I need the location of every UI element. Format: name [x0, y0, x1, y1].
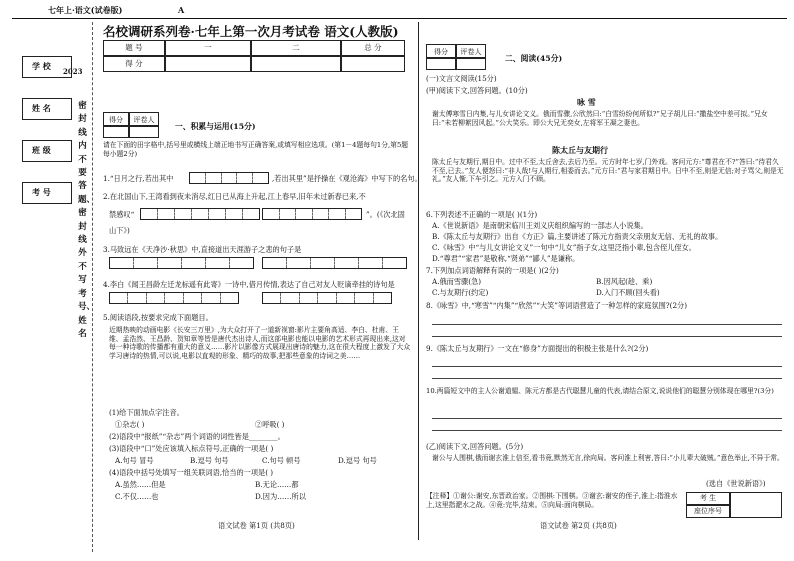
scorer-cell[interactable] [129, 126, 159, 138]
answer-line[interactable] [432, 430, 782, 431]
q4-text: 4.李白《闻王昌龄左迁龙标遥有此寄》一诗中,借月传情,表达了自己对友人贬谪牵挂的诗句是 [103, 280, 395, 289]
footer-left: 语文试卷 第1页 (共8页) [218, 521, 295, 530]
scorer-cell[interactable] [426, 58, 456, 70]
q7-option-d[interactable]: D.入门不顾(回头看) [596, 288, 660, 297]
q5-3-option-b[interactable]: B.逗号 句号 [190, 456, 229, 465]
year-vertical: 2023 [63, 67, 83, 76]
footer-right: 语文试卷 第2页 (共8页) [540, 521, 617, 530]
school-label: 学 校 [32, 61, 51, 71]
q6-option-c[interactable]: C.《咏雪》中“与儿女讲论文义”一句中“儿女”指子女,这里泛指小辈,包含侄儿侄女。 [432, 243, 696, 252]
q5-3-option-d[interactable]: D.逗号 句号 [338, 456, 377, 465]
binding-vertical: 密封线内不要答题、密封线外不写考号、姓名 [78, 101, 96, 339]
q5-3-option-a[interactable]: A.句号 冒号 [115, 456, 154, 465]
q6-option-b[interactable]: B.《陈太丘与友期行》出自《方正》篇,主要讲述了陈元方指责父亲朋友无信、无礼的故事。 [432, 232, 723, 241]
score-cell[interactable] [165, 56, 251, 72]
paper-title: 名校调研系列卷·七年上第一次月考试卷 语文(人教版) [103, 24, 399, 39]
q5-text: 5.阅读语段,按要求完成下面题目。 [103, 313, 213, 322]
header-title: 七年上·语文(试卷版) [48, 5, 123, 15]
q5-passage: 近期热映的动画电影《长安三万里》,为大众打开了一道新视窗:影片主要角高适、李白、杜甫、王维、孟浩然、王昌龄、贺知章等皆是唐代杰出诗人,而这部电影也能以电影的艺术形式再现出来,这对每一种诗歌的传播都有重大的意义……影片以影像方式展现出唐诗的魅力,这在很大程度上激发了大众学习唐诗的热情,可以说,电影以直观的形象、精巧的故事,把那些意象的诗词之美…… [109, 326, 411, 360]
q7-text: 7.下列加点词语解释有误的一项是( )(2分) [426, 266, 559, 275]
q2-text-d: 山下》) [109, 226, 130, 235]
q5-2: (2)语段中“报纸”“杂志”两个词语的词性皆是________。 [109, 432, 285, 441]
passage2-title: 陈太丘与友期行 [552, 145, 608, 155]
scorer-label: 评卷人 [129, 112, 159, 126]
score-th-1: 题 号 [103, 40, 165, 56]
scorer-cell[interactable] [456, 58, 486, 70]
q6-option-a[interactable]: A.《世说新语》是南朝宋临川王刘义庆组织编写的一部志人小说集。 [432, 221, 648, 230]
answer-line[interactable] [432, 324, 782, 325]
q2-text-c: ”。(《次北固 [366, 210, 405, 219]
q5-4-option-d[interactable]: D.因为……所以 [255, 492, 306, 501]
q6-text: 6.下列表述不正确的一项是( )(1分) [426, 210, 538, 219]
scorer-cell[interactable] [103, 126, 129, 138]
binding-line [92, 22, 93, 552]
q6-option-d[interactable]: D.“尊君”“家君”是敬称,“贤弟”“鄙人”是谦称。 [432, 254, 580, 263]
sub2-heading: (乙)阅读下文,回答问题。(5分) [426, 442, 524, 451]
scorer-label: 得分 [426, 44, 456, 58]
name-label: 姓 名 [32, 103, 51, 113]
poem-title: 咏 雪 [577, 97, 596, 107]
q1-grid[interactable] [189, 172, 269, 184]
answer-line[interactable] [432, 418, 782, 419]
q5-4: (4)语段中括号处填写一组关联词语,恰当的一项是( ) [109, 468, 274, 477]
scorer-label: 得分 [103, 112, 129, 126]
q2-grid[interactable] [262, 208, 362, 220]
q5-1a[interactable]: ①杂志( ) [115, 420, 145, 429]
class-label: 班 级 [32, 145, 51, 155]
seat-label: 座位序号 [686, 505, 730, 518]
poem-text: 谢太傅寒雪日内集,与儿女讲论文义。俄而雪骤,公欣然曰:“白雪纷纷何所似?”兄子胡儿曰:“撒盐空中差可拟。”兄女曰:“未若柳絮因风起。”公大笑乐。即公大兄无奕女,左将军王凝之妻也。 [432, 110, 768, 127]
q5-1: (1)给下面加点字注音。 [109, 408, 184, 417]
answer-line[interactable] [432, 378, 782, 379]
q7-option-a[interactable]: A.俄而雪骤(急) [432, 277, 482, 286]
q8-text: 8.《咏雪》中,“寒雪”“内集”“欣然”“大笑”等词语营造了一种怎样的家庭氛围?(2分) [426, 301, 688, 310]
q1-text-b: ,若出其里”是抒操在《观沧海》中写下的名句。 [272, 174, 422, 183]
q4-grid[interactable] [109, 292, 239, 304]
answer-line[interactable] [432, 366, 782, 367]
instructions: 请在下面的田字格中,括号里或横线上端正地书写正确答案,或填写相应选项。(第1－4题每句1分,第5题每小题2分) [103, 141, 409, 158]
q3-text: 3.马致远在《天净沙·秋思》中,直接道出天涯游子之悲的句子是 [103, 245, 302, 254]
examno-label: 考 号 [32, 187, 51, 197]
q5-4-option-a[interactable]: A.虽然……但是 [115, 480, 166, 489]
q2-text: 2.在北国山下,王湾看到夜未消尽,红日已从海上升起,江上春早,旧年未过新春已来,不 [103, 192, 366, 201]
score-cell[interactable] [251, 56, 341, 72]
q2-text-b: 禁感叹“ [109, 210, 135, 219]
score-th-3: 二 [251, 40, 341, 56]
passage2-text: 陈太丘与友期行,期日中。过中不至,太丘舍去,去后乃至。元方时年七岁,门外戏。客问元方:“尊君在不?”答曰:“待君久不至,已去。”友人便怒曰:“非人哉!与人期行,相委而去。”元方曰:“君与家君期日中。日中不至,则是无信;对子骂父,则是无礼。”友人惭,下车引之。元方入门不顾。 [432, 158, 784, 184]
score-cell[interactable] [341, 56, 405, 72]
page-divider [418, 22, 419, 540]
score-th-2: 一 [165, 40, 251, 56]
q5-3: (3)语段中“口”处应该填入标点符号,正确的一项是( ) [109, 444, 274, 453]
q10-text: 10.两篇短文中的主人公谢道韫、陈元方都是古代聪慧儿童的代表,请结合原文,说说他们的聪慧分别体现在哪里?(3分) [426, 387, 774, 395]
seat-number-box[interactable] [730, 492, 782, 518]
text3: 谢公与人围棋,俄而谢玄淮上信至,看书竟,默然无言,徐向局。客问淮上利害,答曰:“小儿辈大破贼。”意色举止,不异于常。 [432, 454, 784, 462]
sub1-heading: (一)文言文阅读(15分) [426, 74, 497, 83]
q9-text: 9.《陈太丘与友期行》一文在“修身”方面提出的积极主张是什么?(2分) [426, 344, 649, 353]
examinee-label: 考 生 [686, 492, 730, 505]
q3-grid[interactable] [109, 257, 254, 269]
score-th-4: 总 分 [341, 40, 405, 56]
q1-text: 1.“日月之行,若出其中 [103, 174, 174, 183]
q4-grid[interactable] [262, 292, 392, 304]
sub1a-heading: (甲)阅读下文,回答问题。(10分) [426, 86, 528, 95]
scorer-label: 评卷人 [456, 44, 486, 58]
answer-line[interactable] [432, 336, 782, 337]
source-note: (选自《世说新语》) [706, 479, 766, 488]
score-row-label: 得 分 [103, 56, 165, 72]
q5-3-option-c[interactable]: C.句号 顿号 [262, 456, 301, 465]
q5-1b[interactable]: ②呼吸( ) [255, 420, 285, 429]
q7-option-b[interactable]: B.因风起(趁、乘) [596, 277, 653, 286]
header-mark: A [178, 5, 185, 15]
section2-heading: 二、阅读(45分) [505, 54, 563, 63]
notes: 【注释】①谢公:谢安,东晋政治家。②围棋:下围棋。③谢玄:谢安的侄子,淮上:指淮水上,这里指淝水之战。④竟:完毕,结束。⑤向局:面向棋局。 [426, 492, 678, 509]
q2-grid[interactable] [140, 208, 260, 220]
q5-4-option-b[interactable]: B.无论……都 [255, 480, 299, 489]
q7-option-c[interactable]: C.与友期行(约定) [432, 288, 489, 297]
q5-4-option-c[interactable]: C.不仅……也 [115, 492, 159, 501]
section1-heading: 一、积累与运用(15分) [175, 122, 256, 131]
header-rule [12, 18, 787, 19]
q3-grid[interactable] [262, 257, 407, 269]
